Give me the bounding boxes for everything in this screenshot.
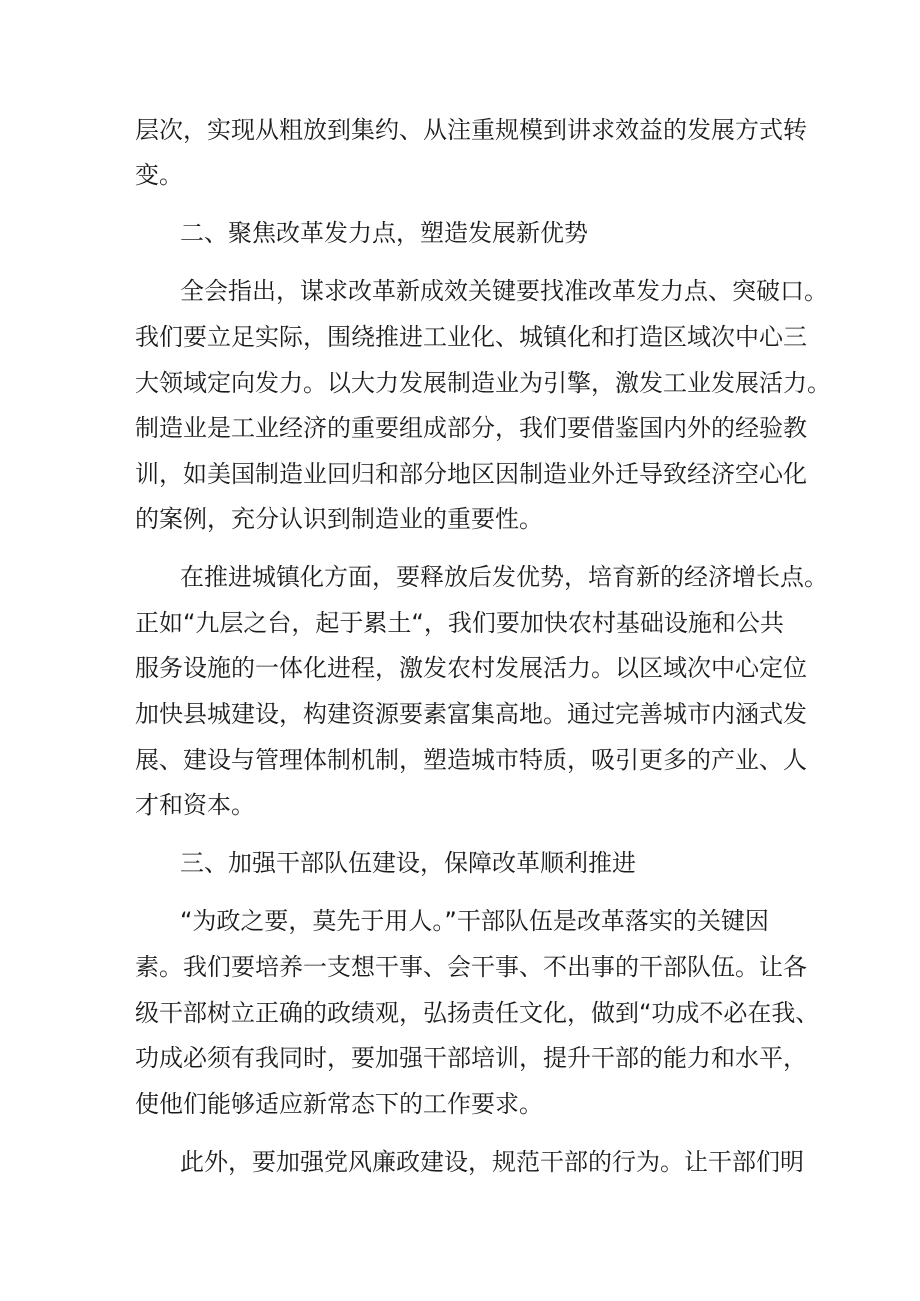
text-line: 功成必须有我同时，要加强干部培训，提升干部的能力和水平，	[135, 1044, 807, 1072]
text-line: 制造业是工业经济的重要组成部分，我们要借鉴国内外的经验教	[135, 414, 807, 442]
text-line: “为政之要，莫先于用人。”干部队伍是改革落实的关键因	[180, 907, 769, 935]
text-line: 我们要立足实际，围绕推进工业化、城镇化和打造区域次中心三	[135, 323, 807, 351]
text-line: 级干部树立正确的政绩观，弘扬责任文化，做到“功成不必在我、	[135, 999, 820, 1027]
section-heading: 三、加强干部队伍建设，保障改革顺利推进	[180, 849, 636, 877]
text-line: 全会指出，谋求改革新成效关键要找准改革发力点、突破口。	[180, 277, 828, 305]
text-line: 在推进城镇化方面，要释放后发优势，培育新的经济增长点。	[180, 563, 828, 591]
text-line: 此外，要加强党风廉政建设，规范干部的行为。让干部们明	[180, 1148, 804, 1176]
text-line: 加快县城建设，构建资源要素富集高地。通过完善城市内涵式发	[135, 700, 807, 728]
text-line: 使他们能够适应新常态下的工作要求。	[135, 1090, 543, 1118]
section-heading: 二、聚焦改革发力点，塑造发展新优势	[180, 219, 588, 247]
text-line: 训，如美国制造业回归和部分地区因制造业外迁导致经济空心化	[135, 460, 807, 488]
text-line: 层次，实现从粗放到集约、从注重规模到讲求效益的发展方式转	[135, 116, 807, 144]
text-line: 正如“九层之台，起于累土“，我们要加快农村基础设施和公共	[135, 609, 784, 637]
text-line: 才和资本。	[135, 791, 255, 819]
text-line: 展、建设与管理体制机制，塑造城市特质，吸引更多的产业、人	[135, 746, 807, 774]
text-line: 变。	[135, 161, 183, 189]
text-line: 大领域定向发力。以大力发展制造业为引擎，激发工业发展活力。	[135, 369, 831, 397]
text-line: 服务设施的一体化进程，激发农村发展活力。以区域次中心定位	[135, 654, 807, 682]
text-line: 的案例，充分认识到制造业的重要性。	[135, 505, 543, 533]
text-line: 素。我们要培养一支想干事、会干事、不出事的干部队伍。让各	[135, 953, 807, 981]
